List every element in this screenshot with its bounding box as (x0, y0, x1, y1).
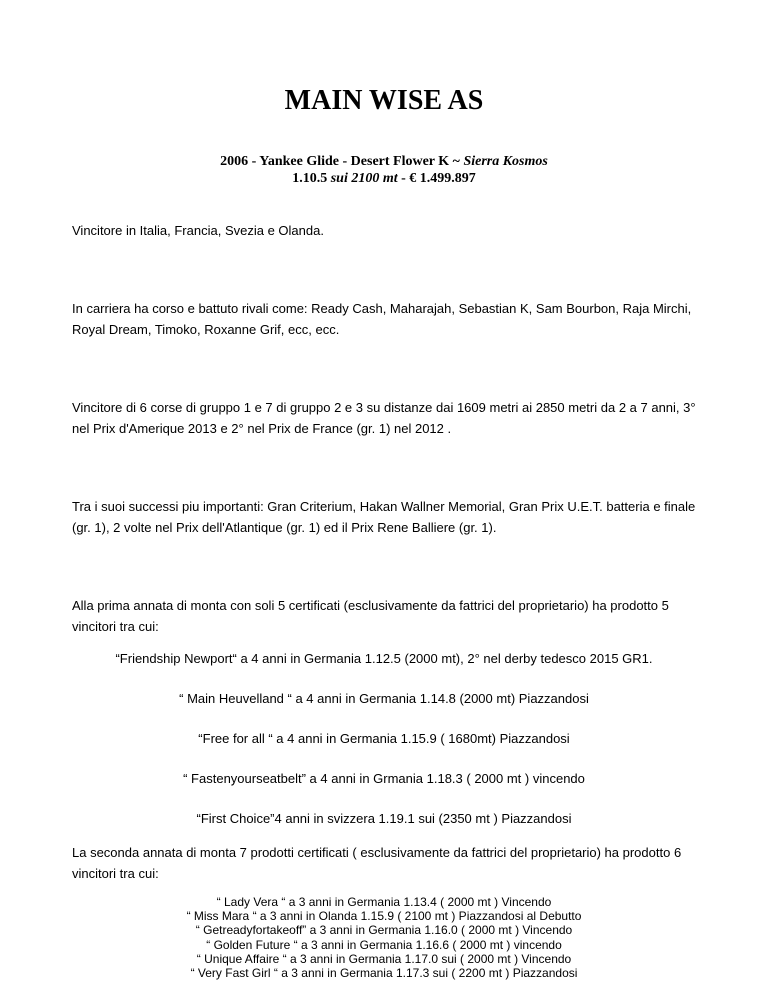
list-item: “ Unique Affaire “ a 3 anni in Germania 1.17.0 sui ( 2000 mt ) Vincendo (196, 952, 572, 966)
paragraph-second-crop-intro: La seconda annata di monta 7 prodotti certificati ( esclusivamente da fattrici del proprietario) ha prodotto 6 vincitori tra cui: (72, 845, 682, 881)
list-item: “ Main Heuvelland “ a 4 anni in Germania 1.14.8 (2000 mt) Piazzandosi (179, 691, 589, 706)
list-item: “ Golden Future “ a 3 anni in Germania 1.16.6 ( 2000 mt ) vincendo (206, 938, 562, 952)
list-item: “Friendship Newport“ a 4 anni in Germania 1.12.5 (2000 mt), 2° nel derby tedesco 2015 GR1. (115, 651, 653, 666)
paragraph-rivals: In carriera ha corso e battuto rivali come: Ready Cash, Maharajah, Sebastian K, Sam Bourbon, Raja Mirchi, Royal Dream, Timoko, Roxanne Grif, ecc, ecc. (72, 301, 692, 337)
record-line (0, 171, 768, 187)
list-item: “Free for all “ a 4 anni in Germania 1.15.9 ( 1680mt) Piazzandosi (198, 731, 570, 746)
list-item: “ Miss Mara “ a 3 anni in Olanda 1.15.9 ( 2100 mt ) Piazzandosi al Debutto (186, 909, 582, 923)
paragraph-successes: Tra i suoi successi piu importanti: Gran Criterium, Hakan Wallner Memorial, Gran Prix U.E.T. batteria e finale (gr. 1), 2 volte nel Prix dell'Atlantique (gr. 1) ed il Prix Rene Balliere (gr. 1). (72, 499, 696, 535)
pedigree-dam-sire: Sierra Kosmos (463, 154, 548, 169)
paragraph-countries: Vincitore in Italia, Francia, Svezia e Olanda. (72, 223, 324, 238)
list-item: “ Lady Vera “ a 3 anni in Germania 1.13.4 ( 2000 mt ) Vincendo (216, 895, 552, 909)
pedigree-text: 2006 - Yankee Glide - Desert Flower K ~ (220, 154, 464, 169)
record-distance: sui 2100 mt (330, 171, 398, 186)
list-item: “ Fastenyourseatbelt” a 4 anni in Grmania 1.18.3 ( 2000 mt ) vincendo (183, 771, 585, 786)
record-earnings: - € 1.499.897 (397, 171, 476, 186)
paragraph-first-crop-intro: Alla prima annata di monta con soli 5 certificati (esclusivamente da fattrici del proprietario) ha prodotto 5 vincitori tra cui: (72, 598, 669, 634)
list-item: “ Very Fast Girl “ a 3 anni in Germania 1.17.3 sui ( 2200 mt ) Piazzandosi (190, 966, 578, 980)
pedigree-line (0, 154, 768, 170)
document-title: MAIN WISE AS (284, 85, 484, 116)
list-item: “First Choice”4 anni in svizzera 1.19.1 sui (2350 mt ) Piazzandosi (196, 811, 572, 826)
paragraph-group-wins: Vincitore di 6 corse di gruppo 1 e 7 di gruppo 2 e 3 su distanze dai 1609 metri ai 2850 metri da 2 a 7 anni, 3° nel Prix d'Amerique 2013 e 2° nel Prix de France (gr. 1) nel 2012 . (72, 400, 696, 436)
record-time: 1.10.5 (292, 171, 331, 186)
list-item: “ Getreadyfortakeoff” a 3 anni in Germania 1.16.0 ( 2000 mt ) Vincendo (195, 923, 573, 937)
